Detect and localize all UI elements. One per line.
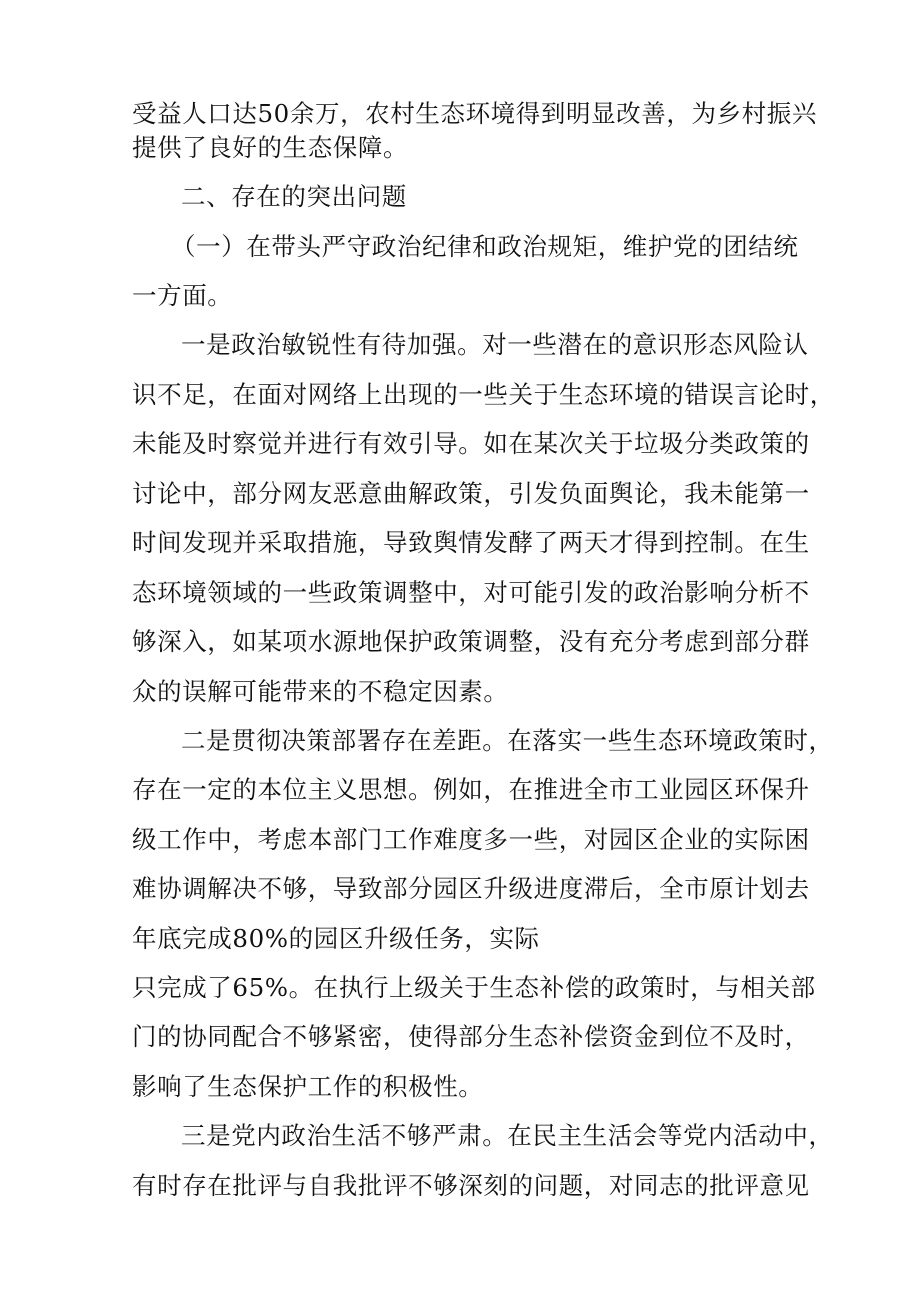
- text-line: 讨论中，部分网友恶意曲解政策，引发负面舆论，我未能第一: [132, 479, 810, 508]
- text-line: 未能及时察觉并进行有效引导。如在某次关于垃圾分类政策的: [132, 429, 810, 458]
- text-line: 有时存在批评与自我批评不够深刻的问题，对同志的批评意见: [132, 1171, 810, 1200]
- text-line: 难协调解决不够，导致部分园区升级进度滞后，全市原计划去: [132, 874, 810, 903]
- text-line: 年底完成80%的园区升级任务，实际: [132, 924, 540, 953]
- text-line: 识不足，在面对网络上出现的一些关于生态环境的错误言论时，: [132, 380, 835, 409]
- subsection-heading: （一）在带头严守政治纪律和政治规矩，维护党的团结统: [171, 232, 799, 261]
- text-line: 门的协同配合不够紧密，使得部分生态补偿资金到位不及时，: [132, 1022, 810, 1051]
- text-line: 时间发现并采取措施，导致舆情发酵了两天才得到控制。在生: [132, 528, 810, 557]
- text-line: 影响了生态保护工作的积极性。: [132, 1072, 484, 1101]
- paragraph-first-line: 二是贯彻决策部署存在差距。在落实一些生态环境政策时，: [181, 726, 834, 755]
- text-line: 存在一定的本位主义思想。例如，在推进全市工业园区环保升: [132, 775, 810, 804]
- text-line: 受益人口达50余万，农村生态环境得到明显改善，为乡村振兴: [132, 99, 817, 128]
- section-heading: 二、存在的突出问题: [181, 182, 407, 211]
- paragraph-first-line: 三是党内政治生活不够严肃。在民主生活会等党内活动中，: [181, 1121, 834, 1150]
- text-line: 态环境领域的一些政策调整中，对可能引发的政治影响分析不: [132, 578, 810, 607]
- text-line: 只完成了65%。在执行上级关于生态补偿的政策时，与相关部: [132, 973, 816, 1002]
- paragraph-first-line: 一是政治敏锐性有待加强。对一些潜在的意识形态风险认: [181, 330, 809, 359]
- text-line: 众的误解可能带来的不稳定因素。: [132, 677, 509, 706]
- text-line: 级工作中，考虑本部门工作难度多一些，对园区企业的实际困: [132, 825, 810, 854]
- text-line: 够深入，如某项水源地保护政策调整，没有充分考虑到部分群: [132, 627, 810, 656]
- text-line: 一方面。: [132, 281, 233, 310]
- text-line: 提供了良好的生态保障。: [132, 133, 409, 162]
